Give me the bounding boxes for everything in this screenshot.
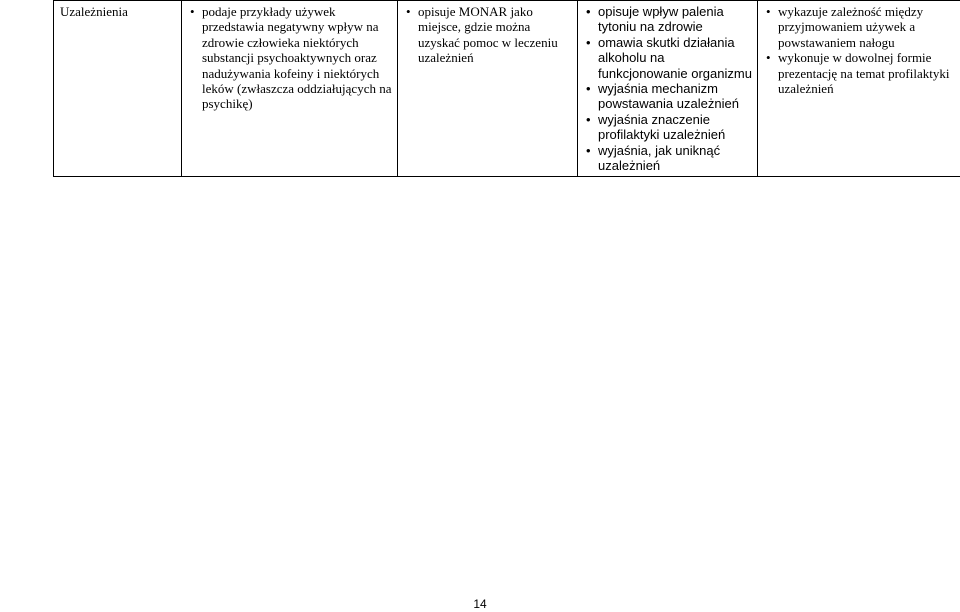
list-item: • opisuje MONAR jako miejsce, gdzie można uzyskać pomoc w leczeniu uzależnień [404, 4, 573, 66]
list-item: • opisuje wpływ palenia tytoniu na zdrowie [584, 4, 753, 35]
list-item: • wykonuje w dowolnej formie prezentację na temat profilaktyki uzależnień [764, 50, 956, 96]
table-row [54, 1, 960, 177]
topic-cell [54, 1, 182, 177]
list-item: • omawia skutki działania alkoholu na funkcjonowanie organizmu [584, 35, 753, 81]
requirements-table [53, 0, 960, 177]
list-item: • wyjaśnia, jak uniknąć uzależnień [584, 143, 753, 174]
requirements-list-d [764, 4, 956, 96]
requirements-list-a [188, 4, 393, 112]
list-item: • wyjaśnia mechanizm powstawania uzależnień [584, 81, 753, 112]
requirements-cell-d [758, 1, 960, 177]
requirements-cell-b [398, 1, 578, 177]
requirements-list-c [584, 4, 753, 173]
list-item: • wyjaśnia znaczenie profilaktyki uzależnień [584, 112, 753, 143]
page-number: 14 [473, 597, 487, 611]
topic-label: Uzależnienia [60, 4, 128, 19]
requirements-cell-a [182, 1, 398, 177]
list-item: • wykazuje zależność między przyjmowaniem używek a powstawaniem nałogu [764, 4, 956, 50]
requirements-list-b [404, 4, 573, 66]
requirements-cell-c [578, 1, 758, 177]
list-item: • podaje przykłady używek przedstawia negatywny wpływ na zdrowie człowieka niektórych substancji psychoaktywnych oraz nadużywania kofeiny i niektórych leków (zwłaszcza oddziałujących na psychikę) [188, 4, 393, 112]
